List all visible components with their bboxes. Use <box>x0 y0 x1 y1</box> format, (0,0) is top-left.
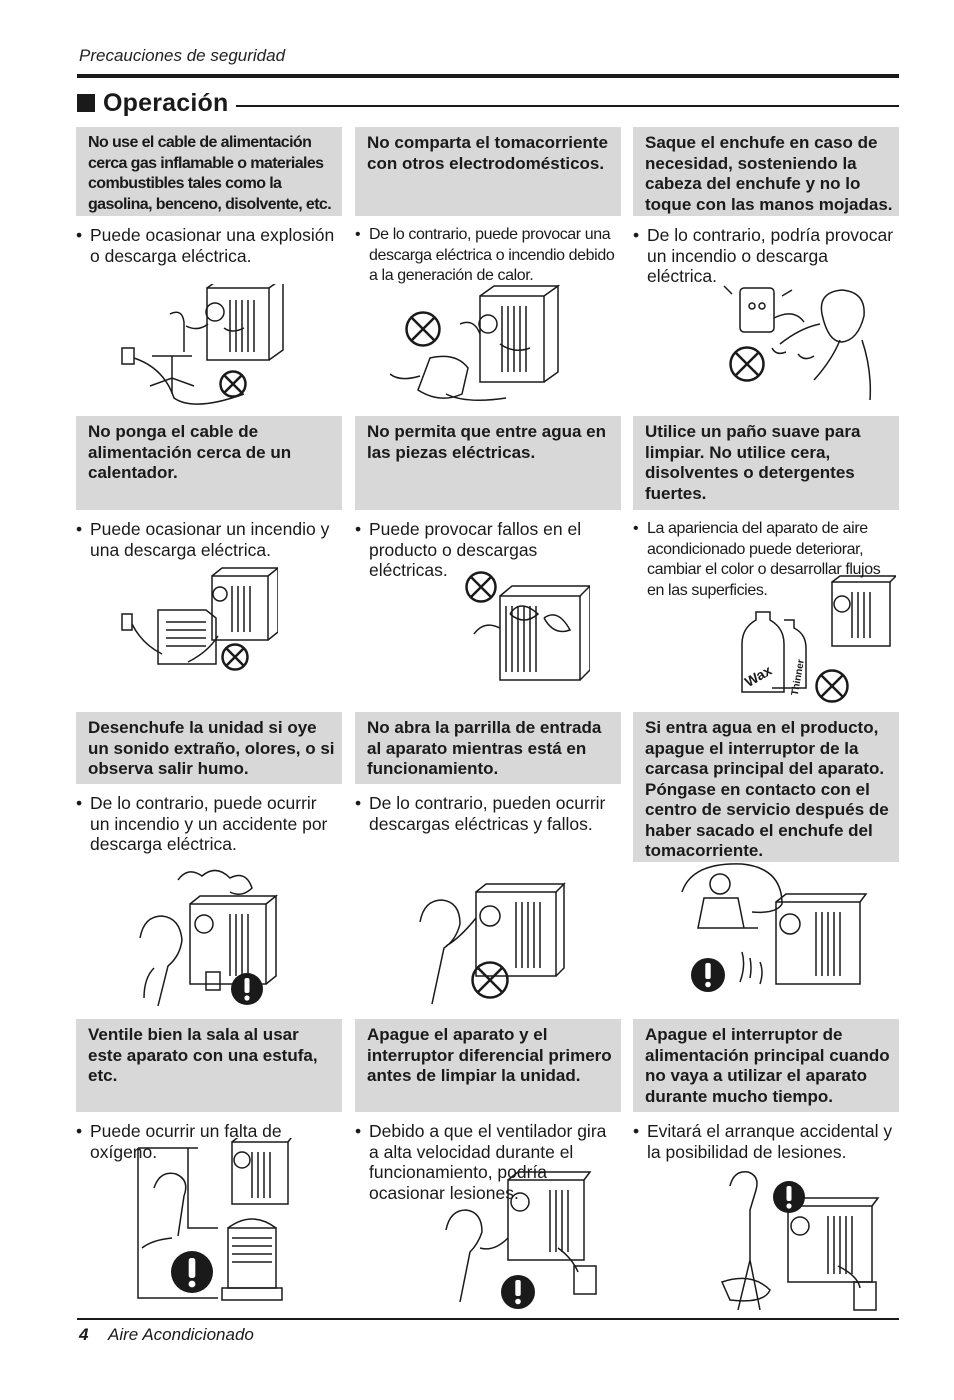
warning-card <box>355 712 621 834</box>
card-bullet: • Debido a que el ventilador gira a alta velocidad durante el funcionamiento, podría ocasionar lesiones. <box>355 1121 607 1203</box>
card-bullet-text: De lo contrario, pueden ocurrir descargas eléctricas y fallos. <box>369 793 606 834</box>
prohibited-icon <box>404 310 442 348</box>
header-rule <box>77 74 899 78</box>
card-bullet-text: Evitará el arranque accidental y la posibilidad de lesiones. <box>647 1121 893 1162</box>
prohibited-icon <box>814 668 850 704</box>
card-heading: No abra la parrilla de entrada al aparato mientras está en funcionamiento. <box>355 712 621 784</box>
card-heading: No use el cable de alimentación cerca gas inflamable o materiales combustibles tales como la gasolina, benceno, disolvente, etc. <box>76 127 342 216</box>
card-bullet: • Puede ocurrir un falta de oxígeno. <box>76 1121 282 1162</box>
card-heading: No ponga el cable de alimentación cerca de un calentador. <box>76 416 342 510</box>
mandatory-icon <box>500 1274 536 1310</box>
footer-rule <box>77 1318 899 1320</box>
card-bullet: • Puede ocasionar una explosión o descarga eléctrica. <box>76 225 335 266</box>
card-bullet: • La apariencia del aparato de aire acondicionado puede deteriorar, cambiar el color o desarrollar flujos en las superficies. <box>633 520 881 599</box>
illustration-shared-outlet <box>390 284 560 412</box>
running-header: Precauciones de seguridad <box>79 46 286 65</box>
illustration-smoke <box>134 868 294 1008</box>
card-bullet-text: Puede ocurrir un falta de oxígeno. <box>90 1121 282 1162</box>
warning-card <box>76 127 342 266</box>
card-heading: Si entra agua en el producto, apague el interruptor de la carcasa principal del aparato. Póngase en contacto con el centro de servicio después de haber sacado el enchufe del tomacorriente. <box>633 712 899 862</box>
illustration-heater <box>118 562 278 672</box>
card-bullet-text: Puede ocasionar una explosión o descarga eléctrica. <box>90 225 335 266</box>
mandatory-icon <box>690 957 726 993</box>
page-number: 4 <box>79 1325 89 1344</box>
card-bullet: • Puede provocar fallos en el producto o descargas eléctricas. <box>355 519 582 580</box>
card-bullet: • De lo contrario, podría provocar un incendio o descarga eléctrica. <box>633 225 894 286</box>
card-bullet-text: Puede provocar fallos en el producto o descargas eléctricas. <box>369 519 582 580</box>
card-heading: Apague el interruptor de alimentación principal cuando no vaya a utilizar el aparato durante mucho tiempo. <box>633 1019 899 1112</box>
warning-card <box>355 127 621 287</box>
mandatory-icon <box>170 1250 214 1294</box>
section-rule <box>236 105 899 107</box>
prohibited-icon <box>464 570 498 604</box>
prohibited-icon <box>218 369 248 399</box>
card-heading: No permita que entre agua en las piezas eléctricas. <box>355 416 621 510</box>
card-bullet-text: De lo contrario, puede provocar una descarga eléctrica o incendio debido a la generación de calor. <box>369 226 615 284</box>
section-square-icon <box>77 94 95 112</box>
warning-card <box>633 127 899 287</box>
card-heading: Utilice un paño suave para limpiar. No utilice cera, disolventes o detergentes fuertes. <box>633 416 899 510</box>
wax-bottle-label: Wax <box>741 662 775 690</box>
illustration-stove <box>132 1138 302 1314</box>
prohibited-icon <box>470 960 510 1000</box>
illustration-gas-hazard <box>112 284 292 410</box>
card-heading: Saque el enchufe en caso de necesidad, sosteniendo la cabeza del enchufe y no lo toque con las manos mojadas. <box>633 127 899 216</box>
card-bullet-text: Puede ocasionar un incendio y una descarga eléctrica. <box>90 519 330 560</box>
section-title: Operación <box>103 88 229 117</box>
thinner-bottle-label: Thinner <box>789 658 807 697</box>
card-heading: Apague el aparato y el interruptor diferencial primero antes de limpiar la unidad. <box>355 1019 621 1112</box>
warning-card <box>76 712 342 855</box>
warning-card <box>633 712 899 862</box>
card-heading: No comparta el tomacorriente con otros electrodomésticos. <box>355 127 621 216</box>
warning-card <box>633 1019 899 1162</box>
mandatory-icon <box>772 1180 806 1214</box>
prohibited-icon <box>728 345 766 383</box>
mandatory-icon <box>230 972 264 1006</box>
prohibited-icon <box>220 642 250 672</box>
card-bullet: • Puede ocasionar un incendio y una descarga eléctrica. <box>76 519 330 560</box>
card-bullet: • Evitará el arranque accidental y la posibilidad de lesiones. <box>633 1121 893 1162</box>
warning-card <box>76 416 342 560</box>
card-heading: Desenchufe la unidad si oye un sonido extraño, olores, o si observa salir humo. <box>76 712 342 784</box>
card-bullet-text: La apariencia del aparato de aire acondicionado puede deteriorar, cambiar el color o desarrollar flujos en las superficies. <box>647 520 881 599</box>
card-bullet: • De lo contrario, puede provocar una descarga eléctrica o incendio debido a la generación de calor. <box>355 226 615 284</box>
card-bullet-text: Debido a que el ventilador gira a alta velocidad durante el funcionamiento, podría ocasionar lesiones. <box>369 1121 607 1203</box>
section-heading <box>77 86 899 120</box>
document-title: Aire Acondicionado <box>108 1325 254 1344</box>
card-bullet-text: De lo contrario, podría provocar un incendio o descarga eléctrica. <box>647 225 894 286</box>
warning-card <box>355 416 621 581</box>
card-bullet: • De lo contrario, puede ocurrir un incendio y un accidente por descarga eléctrica. <box>76 793 328 854</box>
illustration-wet-hands <box>712 284 882 404</box>
card-heading: Ventile bien la sala al usar este aparato con una estufa, etc. <box>76 1019 342 1112</box>
card-bullet: • De lo contrario, pueden ocurrir descargas eléctricas y fallos. <box>355 793 606 834</box>
card-bullet-text: De lo contrario, puede ocurrir un incendio y un accidente por descarga eléctrica. <box>90 793 328 854</box>
